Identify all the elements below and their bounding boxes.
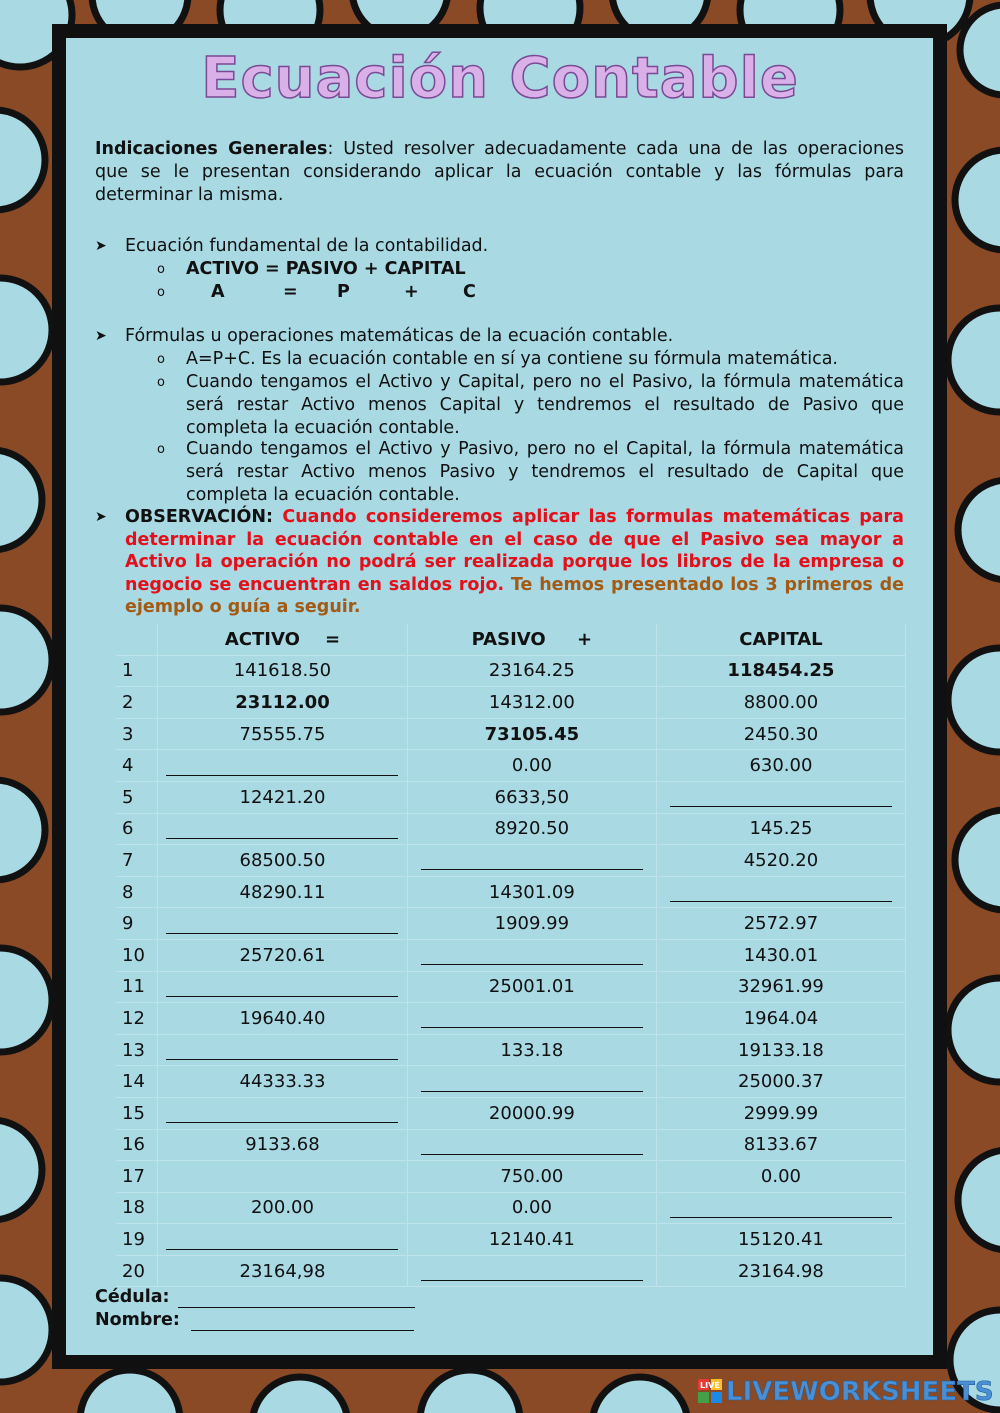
activo-cell: 75555.75 xyxy=(158,718,408,750)
table-row xyxy=(116,845,906,877)
answer-blank[interactable] xyxy=(421,1136,643,1155)
pasivo-cell: 133.18 xyxy=(407,1034,656,1066)
brand-logo: LIVEWORKSHEETS xyxy=(726,1377,994,1407)
table-row xyxy=(116,718,906,750)
table-row xyxy=(116,813,906,845)
table-row xyxy=(116,908,906,940)
capital-cell: 1964.04 xyxy=(656,1003,905,1035)
row-number: 1 xyxy=(116,655,158,687)
activo-cell xyxy=(158,1161,408,1193)
equation-line: ACTIVO = PASIVO + CAPITAL xyxy=(186,259,466,279)
activo-cell xyxy=(158,908,408,940)
capital-cell: 4520.20 xyxy=(656,845,905,877)
observation-warning: Cuando consideremos aplicar las formulas matemáticas para determinar la ecuación contable en el caso de que el Pasivo sea mayor a Activo la operación no podrá ser realizada porque los libros de la empresa o negocio se encuentran en saldos rojo. xyxy=(125,507,904,595)
row-number: 11 xyxy=(116,971,158,1003)
observation-label: OBSERVACIÓN: xyxy=(125,507,274,527)
formula-item-2: Cuando tengamos el Activo y Capital, pero no el Pasivo, la fórmula matemática será restar Activo menos Capital y tendremos el resultado de Pasivo que completa la ecuación contable. xyxy=(186,372,904,438)
activo-cell xyxy=(158,813,408,845)
table-row xyxy=(116,971,906,1003)
capital-cell: 8133.67 xyxy=(656,1129,905,1161)
nombre-label: Nombre: xyxy=(95,1310,180,1330)
row-number: 16 xyxy=(116,1129,158,1161)
capital-cell: 2450.30 xyxy=(656,718,905,750)
activo-cell xyxy=(158,1034,408,1066)
capital-cell: 8800.00 xyxy=(656,687,905,719)
pasivo-cell: 750.00 xyxy=(407,1161,656,1193)
pasivo-cell xyxy=(407,1129,656,1161)
activo-cell: 25720.61 xyxy=(158,939,408,971)
cedula-input[interactable] xyxy=(178,1289,415,1308)
capital-cell: 23164.98 xyxy=(656,1255,905,1287)
formula-item-1: A=P+C. Es la ecuación contable en sí ya contiene su fórmula matemática. xyxy=(186,349,838,369)
capital-cell: 1430.01 xyxy=(656,939,905,971)
pasivo-cell: 8920.50 xyxy=(407,813,656,845)
answer-blank[interactable] xyxy=(421,1009,643,1028)
pasivo-cell xyxy=(407,1003,656,1035)
arrow-bullet-icon: ➤ xyxy=(95,328,107,344)
table-row xyxy=(116,1003,906,1035)
equation-a: A xyxy=(211,282,225,302)
activo-cell: 23112.00 xyxy=(158,687,408,719)
answer-blank[interactable] xyxy=(166,915,398,934)
capital-cell: 19133.18 xyxy=(656,1034,905,1066)
table-row xyxy=(116,1255,906,1287)
observation-note xyxy=(125,506,904,619)
pasivo-cell xyxy=(407,939,656,971)
section1-heading: Ecuación fundamental de la contabilidad. xyxy=(125,236,489,256)
activo-cell xyxy=(158,1097,408,1129)
answer-blank[interactable] xyxy=(421,1073,643,1092)
table-row xyxy=(116,750,906,782)
table-row xyxy=(116,1066,906,1098)
answer-blank[interactable] xyxy=(166,978,398,997)
activo-cell: 23164,98 xyxy=(158,1255,408,1287)
liveworksheets-logo-icon xyxy=(698,1379,722,1403)
table-row xyxy=(116,939,906,971)
equation-p: P xyxy=(337,282,350,302)
activo-cell: 44333.33 xyxy=(158,1066,408,1098)
table-row xyxy=(116,1097,906,1129)
capital-cell xyxy=(656,781,905,813)
table-row xyxy=(116,1034,906,1066)
capital-cell xyxy=(656,876,905,908)
answer-blank[interactable] xyxy=(166,1041,398,1060)
activo-cell xyxy=(158,750,408,782)
row-number: 20 xyxy=(116,1255,158,1287)
pasivo-cell: 6633,50 xyxy=(407,781,656,813)
general-instructions xyxy=(95,138,904,207)
row-number: 13 xyxy=(116,1034,158,1066)
answer-blank[interactable] xyxy=(166,1104,398,1123)
activo-cell: 141618.50 xyxy=(158,655,408,687)
header-number xyxy=(116,624,158,655)
row-number: 2 xyxy=(116,687,158,719)
table-header-row xyxy=(116,624,906,655)
pasivo-cell: 14301.09 xyxy=(407,876,656,908)
table-row xyxy=(116,687,906,719)
capital-cell: 0.00 xyxy=(656,1161,905,1193)
activo-cell xyxy=(158,1224,408,1256)
row-number: 8 xyxy=(116,876,158,908)
equation-c: C xyxy=(463,282,476,302)
answer-blank[interactable] xyxy=(421,1262,643,1281)
answer-blank[interactable] xyxy=(166,820,398,839)
row-number: 17 xyxy=(116,1161,158,1193)
pasivo-cell: 25001.01 xyxy=(407,971,656,1003)
row-number: 14 xyxy=(116,1066,158,1098)
row-number: 18 xyxy=(116,1192,158,1224)
logo-letter: LIVE xyxy=(700,1381,720,1390)
pasivo-cell: 73105.45 xyxy=(407,718,656,750)
pasivo-cell: 12140.41 xyxy=(407,1224,656,1256)
circle-bullet-icon: o xyxy=(157,262,165,277)
activo-cell: 12421.20 xyxy=(158,781,408,813)
capital-cell: 118454.25 xyxy=(656,655,905,687)
header-pasivo: PASIVO + xyxy=(407,624,656,655)
capital-cell: 2999.99 xyxy=(656,1097,905,1129)
cedula-label: Cédula: xyxy=(95,1287,170,1307)
row-number: 9 xyxy=(116,908,158,940)
capital-cell: 2572.97 xyxy=(656,908,905,940)
nombre-input[interactable] xyxy=(191,1312,414,1331)
activo-cell: 200.00 xyxy=(158,1192,408,1224)
row-number: 5 xyxy=(116,781,158,813)
table-row xyxy=(116,781,906,813)
row-number: 3 xyxy=(116,718,158,750)
equation-equals: = xyxy=(283,282,298,302)
pasivo-cell xyxy=(407,1066,656,1098)
instructions-text: : Usted resolver adecuadamente cada una de las operaciones que se le presentan considerando aplicar la ecuación contable y las fórmulas para determinar la misma. xyxy=(95,139,904,205)
pasivo-cell: 20000.99 xyxy=(407,1097,656,1129)
table-row xyxy=(116,1129,906,1161)
arrow-bullet-icon: ➤ xyxy=(95,509,107,525)
pasivo-cell: 0.00 xyxy=(407,1192,656,1224)
row-number: 6 xyxy=(116,813,158,845)
formula-item-3: Cuando tengamos el Activo y Pasivo, pero no el Capital, la fórmula matemática será restar Activo menos Pasivo y tendremos el resultado de Capital que completa la ecuación contable. xyxy=(186,439,904,505)
pasivo-cell: 0.00 xyxy=(407,750,656,782)
section2-heading: Fórmulas u operaciones matemáticas de la ecuación contable. xyxy=(125,326,674,346)
pasivo-cell: 23164.25 xyxy=(407,655,656,687)
answer-blank[interactable] xyxy=(166,1231,398,1250)
capital-cell: 630.00 xyxy=(656,750,905,782)
equation-plus: + xyxy=(404,282,419,302)
activo-cell: 9133.68 xyxy=(158,1129,408,1161)
row-number: 10 xyxy=(116,939,158,971)
header-capital: CAPITAL xyxy=(656,624,905,655)
answer-blank[interactable] xyxy=(166,757,398,776)
answer-blank[interactable] xyxy=(421,946,643,965)
row-number: 7 xyxy=(116,845,158,877)
capital-cell: 145.25 xyxy=(656,813,905,845)
table-row xyxy=(116,655,906,687)
activo-cell xyxy=(158,971,408,1003)
instructions-label: Indicaciones Generales xyxy=(95,139,328,159)
equation-table xyxy=(116,624,906,1287)
circle-bullet-icon: o xyxy=(157,375,165,390)
answer-blank[interactable] xyxy=(670,788,892,807)
header-activo: ACTIVO = xyxy=(158,624,408,655)
row-number: 19 xyxy=(116,1224,158,1256)
answer-blank[interactable] xyxy=(670,883,892,902)
row-number: 12 xyxy=(116,1003,158,1035)
pasivo-cell: 14312.00 xyxy=(407,687,656,719)
page-title: Ecuación Contable xyxy=(201,46,799,111)
capital-cell xyxy=(656,1192,905,1224)
pasivo-cell xyxy=(407,845,656,877)
capital-cell: 15120.41 xyxy=(656,1224,905,1256)
circle-bullet-icon: o xyxy=(157,285,165,300)
activo-cell: 19640.40 xyxy=(158,1003,408,1035)
capital-cell: 32961.99 xyxy=(656,971,905,1003)
table-row xyxy=(116,1224,906,1256)
observation-guide: Te hemos presentado los 3 primeros de ejemplo o guía a seguir. xyxy=(125,574,905,617)
activo-cell: 68500.50 xyxy=(158,845,408,877)
table-row xyxy=(116,1161,906,1193)
pasivo-cell xyxy=(407,1255,656,1287)
capital-cell: 25000.37 xyxy=(656,1066,905,1098)
arrow-bullet-icon: ➤ xyxy=(95,238,107,254)
pasivo-cell: 1909.99 xyxy=(407,908,656,940)
circle-bullet-icon: o xyxy=(157,442,165,457)
row-number: 4 xyxy=(116,750,158,782)
answer-blank[interactable] xyxy=(421,851,643,870)
activo-cell: 48290.11 xyxy=(158,876,408,908)
table-row xyxy=(116,1192,906,1224)
answer-blank[interactable] xyxy=(670,1199,892,1218)
row-number: 15 xyxy=(116,1097,158,1129)
circle-bullet-icon: o xyxy=(157,352,165,367)
table-row xyxy=(116,876,906,908)
